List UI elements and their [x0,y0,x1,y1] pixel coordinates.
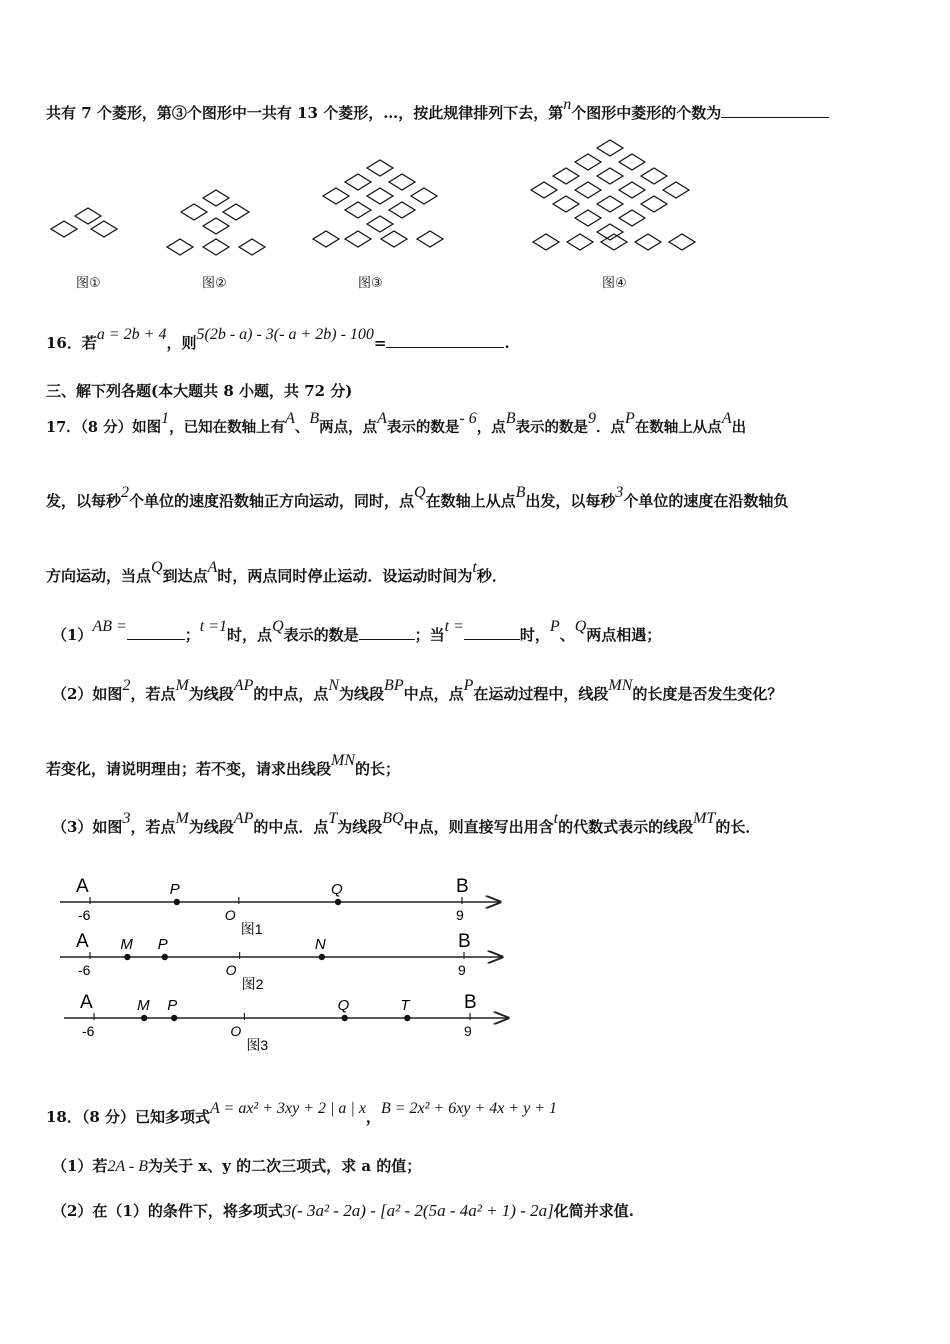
q16-end: . [504,334,510,352]
q17-l1-e: ，点 [476,419,506,436]
q17-sep: 、 [294,419,310,436]
rhombus-fig4 [641,168,667,184]
q17-p3-m: M [175,810,189,827]
q17-p2-c: 为线段 [188,685,234,703]
q17-part2-line2 [46,752,910,779]
q18-poly-a: A = ax² + 3xy + 2 | a | x [210,1100,366,1117]
endpoint-label-b: B [456,876,469,897]
q17-l2-b: 个单位的速度沿数轴正方向运动，同时，点 [129,492,415,510]
point-label-t: T [400,997,410,1014]
rhombus-label-1: 图① [76,276,101,291]
origin-label: O [225,962,237,978]
rhombus-fig4 [597,140,623,156]
q17-l1-g: ．点 [596,419,626,436]
q17-speed-q: 3 [615,484,624,501]
q17-p3-t: t [553,810,559,827]
q17-p2-mn2: MN [331,752,356,769]
q17-p3-e: 为线段 [337,818,383,836]
q18-part1 [52,1155,910,1176]
q17-var-q: Q [414,484,426,501]
rhombus-fig1 [91,221,117,237]
endpoint-label-a: A [76,931,89,952]
point-label-m: M [120,936,133,953]
q17-l3-a: 方向运动，当点 [46,567,152,585]
endpoint-label-a: A [76,876,89,897]
q17-p2-n: N [328,677,340,694]
rhombus-fig4 [619,210,645,226]
point-label-p: P [167,997,178,1014]
q17-p1-b: 时，点 [227,626,273,644]
point-q [341,1015,347,1021]
q17-l1-a: 17．（8 分）如图 [46,419,162,436]
rhombus-fig3 [367,160,393,176]
tick-label-min: -6 [78,962,91,978]
q16-expression: 5(2b - a) - 3(- a + 2b) - 100 [196,326,374,343]
rhombus-fig1 [75,208,101,224]
q17-var-p: P [625,410,635,427]
q18-part2 [52,1200,910,1221]
q17-p3-bq: BQ [382,810,404,827]
q17-line3 [46,559,910,586]
rhombus-fig4 [553,168,579,184]
q17-p2-a: （2）如图 [52,685,123,703]
rhombus-fig4 [575,210,601,226]
rhombus-fig4 [567,234,593,250]
rhombus-fig2 [203,218,229,234]
rhombus-fig3 [323,188,349,204]
q17-val-a: - 6 [459,410,477,427]
rhombus-fig2 [203,190,229,206]
q17-var-b3: B [515,484,526,501]
q17-p2-g: 在运动过程中，线段 [473,685,609,703]
rhombus-figures [0,130,950,330]
q17-p2-b: ，若点 [130,685,176,703]
q17-p3-a: （3）如图 [52,818,123,836]
q17-p1-semi: ； [184,626,200,644]
q17-p2-l2b: 的长； [355,760,401,778]
q17-var-t: t [472,559,477,576]
point-label-n: N [314,936,326,953]
q17-p1-q: Q [272,618,284,635]
q17-p2-d: 的中点，点 [253,685,329,703]
q17-fig1-ref: 1 [161,410,170,427]
q17-p1-a: （1） [52,626,93,644]
q17-var-q2: Q [151,559,163,576]
q16-answer-blank[interactable] [386,333,504,348]
q15-var-n: n [563,96,572,113]
point-q [335,899,341,905]
q17-speed-p: 2 [121,484,130,501]
point-label-p: P [169,881,180,898]
q15-text-a: 共有 7 个菱形，第③个图形中一共有 13 个菱形，…，按此规律排列下去，第 [46,104,564,122]
q17-l3-b: 到达点 [162,567,208,585]
rhombus-label-2: 图② [202,276,227,291]
q17-l1-h: 在数轴上从点 [634,419,722,436]
rhombus-fig1 [51,221,77,237]
tick-label-max: 9 [458,962,466,978]
q18-p1-b: 为关于 x、y 的二次三项式，求 a 的值； [148,1157,422,1175]
rhombus-fig4 [575,182,601,198]
q17-p3-c: 为线段 [188,818,234,836]
rhombus-fig3 [411,188,437,204]
q17-var-a: A [285,410,295,427]
q17-part2 [52,677,910,704]
figure-caption: 图3 [246,1037,269,1053]
q17-l2-e: 个单位的速度在沿数轴负 [623,492,789,510]
q17-l3-d: 秒． [476,567,507,585]
q17-part3 [52,810,910,837]
point-p [171,1015,177,1021]
q17-var-a2: A [377,410,387,427]
q17-l1-c: 两点，点 [319,419,378,436]
q17-p1-f: 两点相遇； [586,626,662,644]
q17-var-a3: A [721,410,732,427]
q15-tail-line [46,96,910,123]
q16-number: 16．若 [46,334,97,352]
q17-p1-t1: t =1 [199,618,228,635]
point-p [174,899,180,905]
q17-line1 [46,410,910,437]
q17-p2-f: 中点，点 [403,685,464,703]
rhombus-fig2 [167,239,193,255]
q17-l1-i: 出 [731,419,747,436]
q18-line1 [46,1100,910,1127]
q17-p1-c: 表示的数是 [283,626,359,644]
q17-p1-t: t = [444,618,464,635]
q17-l1-f: 表示的数是 [515,419,589,436]
q17-p2-p: P [463,677,474,694]
q17-p3-g: 的代数式表示的线段 [558,818,694,836]
q17-p3-d: 的中点．点 [253,818,329,836]
rhombus-fig4 [619,154,645,170]
q17-p2-m: M [175,677,189,694]
q16-equals: = [373,334,387,352]
q17-p1-q2: Q [574,618,587,635]
q17-p1-blank1[interactable] [127,625,185,640]
point-t [404,1015,410,1021]
q18-p1-a: （1）若 [52,1157,108,1175]
q18-p2-a: （2）在（1）的条件下，将多项式 [52,1202,283,1220]
q17-p2-e: 为线段 [339,685,385,703]
tick-label-min: -6 [82,1023,95,1039]
rhombus-fig4 [533,234,559,250]
rhombus-fig3 [367,216,393,232]
endpoint-label-b: B [464,992,477,1013]
q17-p3-t-var: T [328,810,338,827]
q17-var-b: B [309,410,320,427]
q17-l2-c: 在数轴上从点 [425,492,516,510]
rhombus-fig3 [345,231,371,247]
q17-p2-ap: AP [233,677,254,694]
q17-l1-b: ，已知在数轴上有 [169,419,286,436]
rhombus-label-4: 图④ [602,276,627,291]
q17-part1 [52,618,910,645]
rhombus-fig4 [531,182,557,198]
q17-p2-l2a: 若变化，请说明理由；若不变，请求出线段 [46,760,332,778]
q18-poly-b: B = 2x² + 6xy + 4x + y + 1 [380,1100,557,1117]
point-label-m: M [137,997,150,1014]
point-p [162,954,168,960]
endpoint-label-b: B [458,931,471,952]
q17-p1-ab: AB = [92,618,127,635]
q18-p1-expr: 2A - B [107,1158,149,1175]
rhombus-fig3 [389,174,415,190]
rhombus-fig4 [597,168,623,184]
q17-p1-sep: 、 [559,626,575,644]
rhombus-fig3 [381,231,407,247]
rhombus-fig3 [345,174,371,190]
q17-p3-mt: MT [693,810,716,827]
rhombus-fig2 [223,204,249,220]
rhombus-fig4 [575,154,601,170]
q17-var-b2: B [505,410,516,427]
q16-then: ，则 [166,334,197,352]
rhombus-fig3 [417,231,443,247]
q17-fig3-ref: 3 [122,810,131,827]
rhombus-fig4 [553,196,579,212]
q17-p3-f: 中点，则直接写出用含 [403,818,554,836]
q17-p1-blank3[interactable] [464,625,520,640]
q18-l1-a: 18．（8 分）已知多项式 [46,1108,211,1126]
point-label-p: P [157,936,168,953]
rhombus-fig4 [669,234,695,250]
q17-p1-d: ；当 [414,626,445,644]
rhombus-fig4 [619,182,645,198]
q17-p2-h: 的长度是否发生变化？ [632,685,783,703]
rhombus-fig2 [239,239,265,255]
point-label-q: Q [337,997,350,1014]
endpoint-label-a: A [80,992,93,1013]
tick-label-min: -6 [78,907,91,923]
number-line-figures [40,862,560,1062]
q17-p3-b: ，若点 [130,818,176,836]
q15-text-b: 个图形中菱形的个数为 [571,104,722,122]
q17-val-b: 9 [588,410,597,427]
section3-title: 三、解下列各题(本大题共 8 小题，共 72 分) [46,382,353,400]
rhombus-fig4 [635,234,661,250]
q17-p3-ap: AP [233,810,254,827]
point-m [141,1015,147,1021]
q17-p1-p: P [549,618,560,635]
origin-label: O [224,907,236,923]
rhombus-fig2 [203,239,229,255]
rhombus-fig3 [345,202,371,218]
q17-l1-d: 表示的数是 [386,419,460,436]
point-n [319,954,325,960]
q17-p2-mn: MN [608,677,633,694]
q16-line [46,326,910,353]
q18-p2-expr: 3(- 3a² - 2a) - [a² - 2(5a - 4a² + 1) - 2a] [282,1201,554,1220]
q17-var-a4: A [207,559,218,576]
q17-p3-h: 的长． [715,818,761,836]
q17-p1-blank2[interactable] [359,625,415,640]
q15-answer-blank[interactable] [721,103,829,118]
rhombus-fig4 [663,182,689,198]
tick-label-max: 9 [456,907,464,923]
rhombus-fig4 [641,196,667,212]
rhombus-label-3: 图③ [358,276,383,291]
figure-caption: 图1 [240,921,263,937]
rhombus-fig3 [367,188,393,204]
q17-l2-a: 发，以每秒 [46,492,122,510]
figure-caption: 图2 [241,976,264,992]
tick-label-max: 9 [464,1023,472,1039]
rhombus-fig3 [389,202,415,218]
point-label-q: Q [331,881,343,898]
rhombus-fig3 [313,231,339,247]
q17-l3-c: 时，两点同时停止运动．设运动时间为 [217,567,473,585]
rhombus-fig2 [181,204,207,220]
q18-comma: ， [365,1108,381,1126]
q17-l2-d: 出发，以每秒 [525,492,616,510]
q17-fig2-ref: 2 [122,677,131,694]
q16-condition: a = 2b + 4 [96,326,167,343]
point-m [124,954,130,960]
origin-label: O [230,1023,242,1039]
q17-line2 [46,484,910,511]
q18-p2-b: 化简并求值. [553,1202,634,1220]
rhombus-fig4 [597,196,623,212]
q17-p2-bp: BP [384,677,404,694]
q17-p1-e: 时， [519,626,550,644]
